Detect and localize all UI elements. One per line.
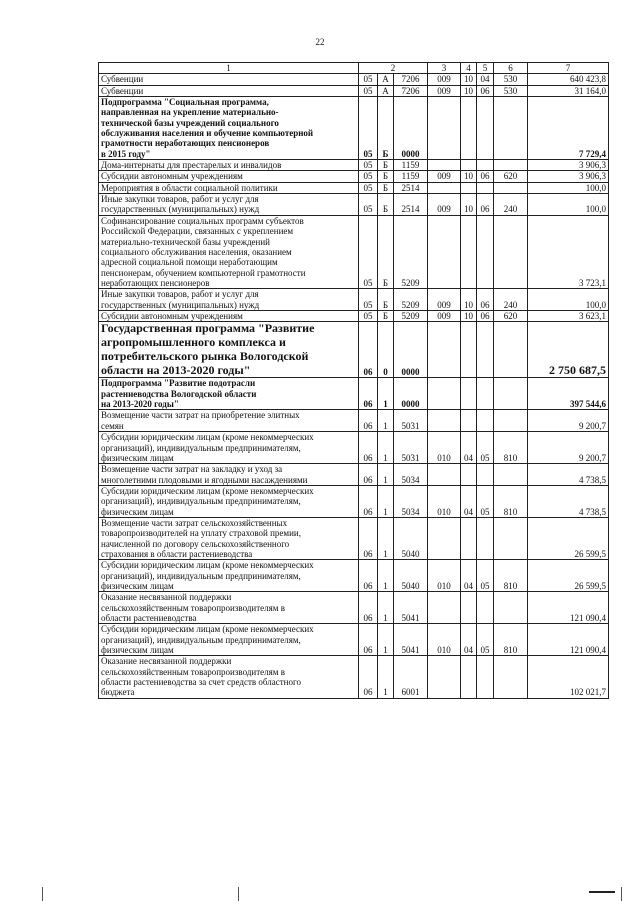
code-division [461, 378, 477, 410]
code-section: 06 [359, 322, 378, 378]
row-name: Возмещение части затрат на приобретение элитных семян [99, 410, 359, 432]
code-direction: 7206 [394, 85, 428, 96]
code-expense-type: 810 [494, 624, 528, 656]
code-subdivision [477, 322, 494, 378]
code-program: 0 [378, 322, 394, 378]
code-subdivision [477, 592, 494, 624]
row-name: Государственная программа "Развитие агропромышленного комплекса и потребительского рынка Вологодской области на 2013-2020 годы" [99, 322, 359, 378]
row-name: Мероприятия в области социальной политики [99, 182, 359, 193]
code-section: 05 [359, 171, 378, 182]
table-row [99, 410, 609, 432]
code-department: 009 [428, 194, 461, 216]
code-program: 1 [378, 464, 394, 486]
code-expense-type: 240 [494, 289, 528, 311]
code-expense-type [494, 215, 528, 288]
row-amount: 4 738,5 [528, 464, 609, 486]
code-department [428, 656, 461, 698]
code-direction: 6001 [394, 656, 428, 698]
row-amount: 3 623,1 [528, 310, 609, 321]
code-division [461, 97, 477, 160]
code-division [461, 322, 477, 378]
code-direction: 2514 [394, 182, 428, 193]
row-name: Софинансирование социальных программ субъектов Российской Федерации, связанных с укреплением материально-технической базы учреждений социального обслуживания населения, оказанием адресной социальной помощи неработающим пенсионерам, обучением компьютерной грамотности неработающих пенсионеров [99, 215, 359, 288]
code-subdivision: 06 [477, 171, 494, 182]
row-name: Субсидии юридическим лицам (кроме некоммерческих организаций), индивидуальным предпринимателям, физическим лицам [99, 432, 359, 464]
code-division: 10 [461, 289, 477, 311]
row-amount: 640 423,8 [528, 74, 609, 85]
code-program: Б [378, 194, 394, 216]
code-section: 06 [359, 560, 378, 592]
header-col-5: 5 [477, 63, 494, 74]
code-subdivision: 05 [477, 560, 494, 592]
code-subdivision: 06 [477, 289, 494, 311]
row-amount: 31 164,0 [528, 85, 609, 96]
row-name: Субсидии автономным учреждениям [99, 171, 359, 182]
code-program: Б [378, 171, 394, 182]
code-expense-type: 620 [494, 310, 528, 321]
code-section: 05 [359, 310, 378, 321]
code-section: 05 [359, 160, 378, 171]
table-row [99, 160, 609, 171]
code-expense-type [494, 656, 528, 698]
code-expense-type [494, 592, 528, 624]
code-direction: 1159 [394, 160, 428, 171]
code-direction: 5209 [394, 289, 428, 311]
code-expense-type [494, 160, 528, 171]
row-amount: 3 723,1 [528, 215, 609, 288]
code-expense-type [494, 182, 528, 193]
row-name: Дома-интернаты для престарелых и инвалидов [99, 160, 359, 171]
code-program: 1 [378, 432, 394, 464]
row-amount: 9 200,7 [528, 432, 609, 464]
code-department: 010 [428, 485, 461, 517]
code-program: 1 [378, 560, 394, 592]
row-name: Субвенции [99, 74, 359, 85]
code-program: 1 [378, 624, 394, 656]
code-division: 10 [461, 171, 477, 182]
code-subdivision [477, 464, 494, 486]
code-expense-type [494, 517, 528, 559]
code-direction: 5209 [394, 310, 428, 321]
code-expense-type [494, 410, 528, 432]
row-amount: 100,0 [528, 194, 609, 216]
row-amount: 26 599,5 [528, 560, 609, 592]
code-expense-type [494, 464, 528, 486]
code-department [428, 464, 461, 486]
code-department: 010 [428, 560, 461, 592]
code-section: 06 [359, 592, 378, 624]
code-direction: 5031 [394, 410, 428, 432]
table-row [99, 194, 609, 216]
code-division [461, 592, 477, 624]
code-program: 1 [378, 378, 394, 410]
code-section: 06 [359, 410, 378, 432]
scan-edge-mark-mid [238, 887, 239, 901]
row-name: Возмещение части затрат сельскохозяйственных товаропроизводителей на уплату страховой премии, начисленной по договору сельскохозяйственного страхования в области растениеводства [99, 517, 359, 559]
code-subdivision: 06 [477, 194, 494, 216]
code-division [461, 517, 477, 559]
code-division: 04 [461, 485, 477, 517]
code-subdivision [477, 517, 494, 559]
header-col-6: 6 [494, 63, 528, 74]
code-program: Б [378, 97, 394, 160]
code-expense-type: 530 [494, 85, 528, 96]
code-expense-type: 810 [494, 485, 528, 517]
code-subdivision [477, 215, 494, 288]
code-subdivision: 04 [477, 74, 494, 85]
row-amount: 3 906,3 [528, 171, 609, 182]
row-amount: 397 544,6 [528, 378, 609, 410]
code-department [428, 160, 461, 171]
table-row [99, 560, 609, 592]
code-division [461, 656, 477, 698]
code-department [428, 410, 461, 432]
table-row [99, 289, 609, 311]
code-direction: 5040 [394, 517, 428, 559]
code-expense-type: 240 [494, 194, 528, 216]
code-department [428, 592, 461, 624]
code-subdivision [477, 160, 494, 171]
code-department: 009 [428, 171, 461, 182]
table-row [99, 592, 609, 624]
code-department: 009 [428, 74, 461, 85]
code-direction: 5031 [394, 432, 428, 464]
code-division [461, 160, 477, 171]
code-program: 1 [378, 592, 394, 624]
row-amount: 100,0 [528, 182, 609, 193]
code-division [461, 215, 477, 288]
code-program: Б [378, 310, 394, 321]
code-section: 05 [359, 74, 378, 85]
code-division: 10 [461, 310, 477, 321]
row-amount: 100,0 [528, 289, 609, 311]
row-amount: 3 906,3 [528, 160, 609, 171]
code-section: 05 [359, 182, 378, 193]
row-amount: 121 090,4 [528, 592, 609, 624]
code-subdivision [477, 378, 494, 410]
table-row [99, 215, 609, 288]
code-department [428, 517, 461, 559]
code-expense-type: 530 [494, 74, 528, 85]
code-section: 06 [359, 432, 378, 464]
code-section: 06 [359, 517, 378, 559]
row-name: Подпрограмма "Развитие подотрасли растениеводства Вологодской области на 2013-2020 годы" [99, 378, 359, 410]
scan-edge-mark-left [42, 887, 43, 901]
header-col-7: 7 [528, 63, 609, 74]
row-name: Субсидии юридическим лицам (кроме некоммерческих организаций), индивидуальным предпринимателям, физическим лицам [99, 485, 359, 517]
page-number: 22 [315, 37, 325, 47]
code-department [428, 182, 461, 193]
header-col-3: 3 [428, 63, 461, 74]
code-department: 009 [428, 310, 461, 321]
code-division [461, 410, 477, 432]
code-direction: 7206 [394, 74, 428, 85]
code-direction: 0000 [394, 322, 428, 378]
table-row [99, 432, 609, 464]
code-subdivision: 05 [477, 432, 494, 464]
table-row [99, 656, 609, 698]
row-name: Подпрограмма "Социальная программа, направленная на укрепление материально- технической базы учреждений социального обслуживания населения и обучение компьютерной грамотности неработающих пенсионеров в 2015 году" [99, 97, 359, 160]
table-row [99, 85, 609, 96]
table-row [99, 517, 609, 559]
code-expense-type [494, 97, 528, 160]
table-row [99, 182, 609, 193]
code-direction: 5040 [394, 560, 428, 592]
row-amount: 26 599,5 [528, 517, 609, 559]
code-direction: 1159 [394, 171, 428, 182]
code-division: 10 [461, 194, 477, 216]
header-col-1: 1 [99, 63, 359, 74]
code-subdivision [477, 182, 494, 193]
row-amount: 9 200,7 [528, 410, 609, 432]
code-department: 010 [428, 432, 461, 464]
code-subdivision: 05 [477, 485, 494, 517]
code-division [461, 182, 477, 193]
code-section: 06 [359, 656, 378, 698]
row-amount: 102 021,7 [528, 656, 609, 698]
row-name: Иные закупки товаров, работ и услуг для государственных (муниципальных) нужд [99, 194, 359, 216]
code-department: 010 [428, 624, 461, 656]
code-subdivision [477, 656, 494, 698]
code-program: 1 [378, 410, 394, 432]
table-row [99, 464, 609, 486]
table-row [99, 485, 609, 517]
code-program: 1 [378, 517, 394, 559]
code-department [428, 215, 461, 288]
code-subdivision: 06 [477, 85, 494, 96]
code-direction: 5041 [394, 592, 428, 624]
code-subdivision: 05 [477, 624, 494, 656]
row-amount: 2 750 687,5 [528, 322, 609, 378]
code-subdivision [477, 410, 494, 432]
code-section: 05 [359, 289, 378, 311]
code-direction: 2514 [394, 194, 428, 216]
code-department [428, 378, 461, 410]
code-program: Б [378, 289, 394, 311]
row-name: Субвенции [99, 85, 359, 96]
code-division: 04 [461, 432, 477, 464]
header-col-4: 4 [461, 63, 477, 74]
code-expense-type [494, 322, 528, 378]
table-row [99, 322, 609, 378]
code-division: 10 [461, 85, 477, 96]
code-direction: 5034 [394, 464, 428, 486]
code-expense-type: 620 [494, 171, 528, 182]
code-division: 10 [461, 74, 477, 85]
code-department: 009 [428, 85, 461, 96]
table-row [99, 171, 609, 182]
row-name: Возмещение части затрат на закладку и уход за многолетними плодовыми и ягодными насаждениями [99, 464, 359, 486]
code-section: 06 [359, 378, 378, 410]
code-program: 1 [378, 656, 394, 698]
scan-edge-mark-right [621, 887, 622, 901]
code-direction: 5034 [394, 485, 428, 517]
scan-edge-dash [589, 891, 615, 893]
row-amount: 4 738,5 [528, 485, 609, 517]
code-subdivision: 06 [477, 310, 494, 321]
code-section: 06 [359, 485, 378, 517]
code-program: А [378, 74, 394, 85]
table-header-row [99, 63, 609, 74]
table-row [99, 624, 609, 656]
code-program: Б [378, 160, 394, 171]
row-name: Оказание несвязанной поддержки сельскохозяйственным товаропроизводителям в области растениеводства за счет средств областного бюджета [99, 656, 359, 698]
code-program: Б [378, 215, 394, 288]
code-section: 05 [359, 194, 378, 216]
code-section: 05 [359, 215, 378, 288]
row-amount: 121 090,4 [528, 624, 609, 656]
row-name: Субсидии автономным учреждениям [99, 310, 359, 321]
header-col-2: 2 [359, 63, 428, 74]
code-department [428, 322, 461, 378]
code-division: 04 [461, 624, 477, 656]
row-name: Иные закупки товаров, работ и услуг для государственных (муниципальных) нужд [99, 289, 359, 311]
code-section: 06 [359, 624, 378, 656]
code-program: 1 [378, 485, 394, 517]
table-row [99, 310, 609, 321]
code-direction: 5041 [394, 624, 428, 656]
code-direction: 0000 [394, 378, 428, 410]
code-division [461, 464, 477, 486]
code-department [428, 97, 461, 160]
code-expense-type [494, 378, 528, 410]
code-program: Б [378, 182, 394, 193]
row-name: Субсидии юридическим лицам (кроме некоммерческих организаций), индивидуальным предпринимателям, физическим лицам [99, 624, 359, 656]
table-row [99, 378, 609, 410]
row-amount: 7 729,4 [528, 97, 609, 160]
row-name: Субсидии юридическим лицам (кроме некоммерческих организаций), индивидуальным предпринимателям, физическим лицам [99, 560, 359, 592]
code-subdivision [477, 97, 494, 160]
code-expense-type: 810 [494, 432, 528, 464]
code-expense-type: 810 [494, 560, 528, 592]
code-section: 06 [359, 464, 378, 486]
code-division: 04 [461, 560, 477, 592]
code-department: 009 [428, 289, 461, 311]
row-name: Оказание несвязанной поддержки сельскохозяйственным товаропроизводителям в области растениеводства [99, 592, 359, 624]
table-row [99, 97, 609, 160]
code-section: 05 [359, 85, 378, 96]
code-section: 05 [359, 97, 378, 160]
code-direction: 5209 [394, 215, 428, 288]
budget-table [98, 62, 609, 699]
table-row [99, 74, 609, 85]
code-direction: 0000 [394, 97, 428, 160]
code-program: А [378, 85, 394, 96]
